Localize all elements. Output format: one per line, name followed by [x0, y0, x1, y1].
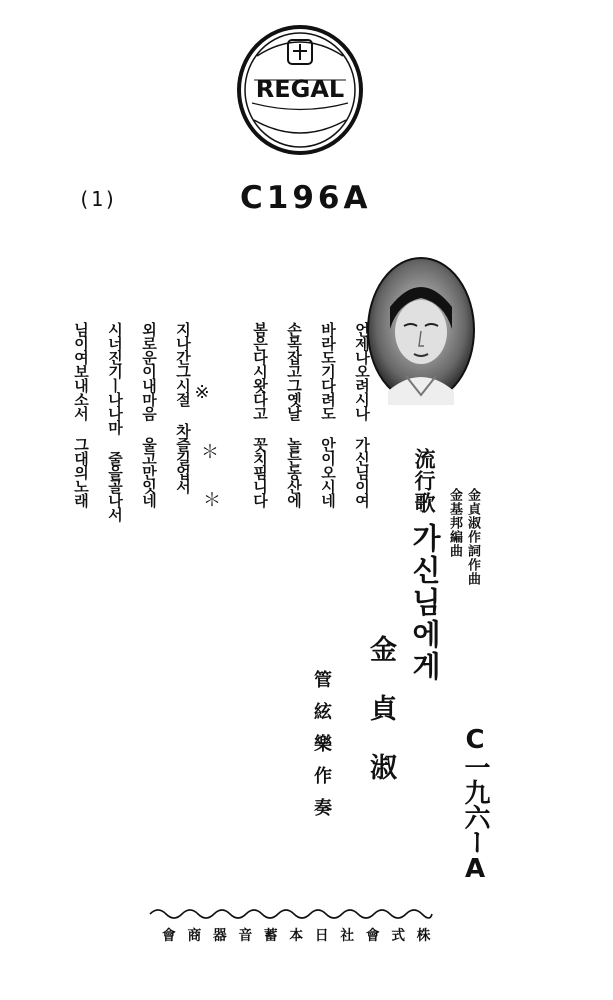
- regal-brand: REGAL: [255, 75, 345, 103]
- orchestra-credit: 管絃樂作奏: [311, 670, 332, 830]
- svg-text:＊: ＊: [201, 442, 219, 463]
- catalog-number: C196A: [240, 180, 372, 216]
- portrait: [366, 255, 476, 405]
- company-name: 會商器音蓄本日社會式株: [162, 928, 443, 944]
- lyricist-composer-credit: 金貞淑作詞作曲: [465, 488, 480, 586]
- lyric-line-3: 손목잡고그옛날 놀든동산에: [285, 322, 303, 507]
- lyric-line-5: 지나간그시절 차즐길업서: [174, 322, 192, 493]
- song-title: 가신님에게: [408, 523, 442, 683]
- svg-text:＊: ＊: [203, 490, 221, 510]
- lyric-line-4: 봄은다시왓다고 꼿치핌니다: [251, 322, 269, 507]
- arranger-credit: 金基邦編曲: [447, 488, 462, 558]
- record-code: C一九六ーA: [460, 725, 490, 883]
- singer-name: 金貞淑: [365, 635, 396, 812]
- song-genre: 流行歌: [412, 448, 436, 514]
- regal-label-icon: [234, 20, 366, 160]
- lyric-line-7: 시너진기ㅣ나나마 줄을골나서: [106, 322, 124, 521]
- lyric-line-6: 외로운이내마음 울고만잇네: [140, 322, 158, 507]
- regal-logo: [234, 20, 366, 160]
- decorative-rule: [148, 906, 434, 920]
- singer-portrait-icon: [366, 255, 476, 405]
- svg-text:※: ※: [194, 382, 210, 403]
- lyric-line-8: 님이여보내소서 그대의노래: [72, 322, 90, 507]
- section-star-divider: [192, 380, 222, 510]
- record-side: (1): [78, 187, 118, 211]
- lyric-line-1: 언제나오려시나 가신님이여: [353, 322, 371, 507]
- lyric-line-2: 바라도기다려도 안이오시네: [319, 322, 337, 507]
